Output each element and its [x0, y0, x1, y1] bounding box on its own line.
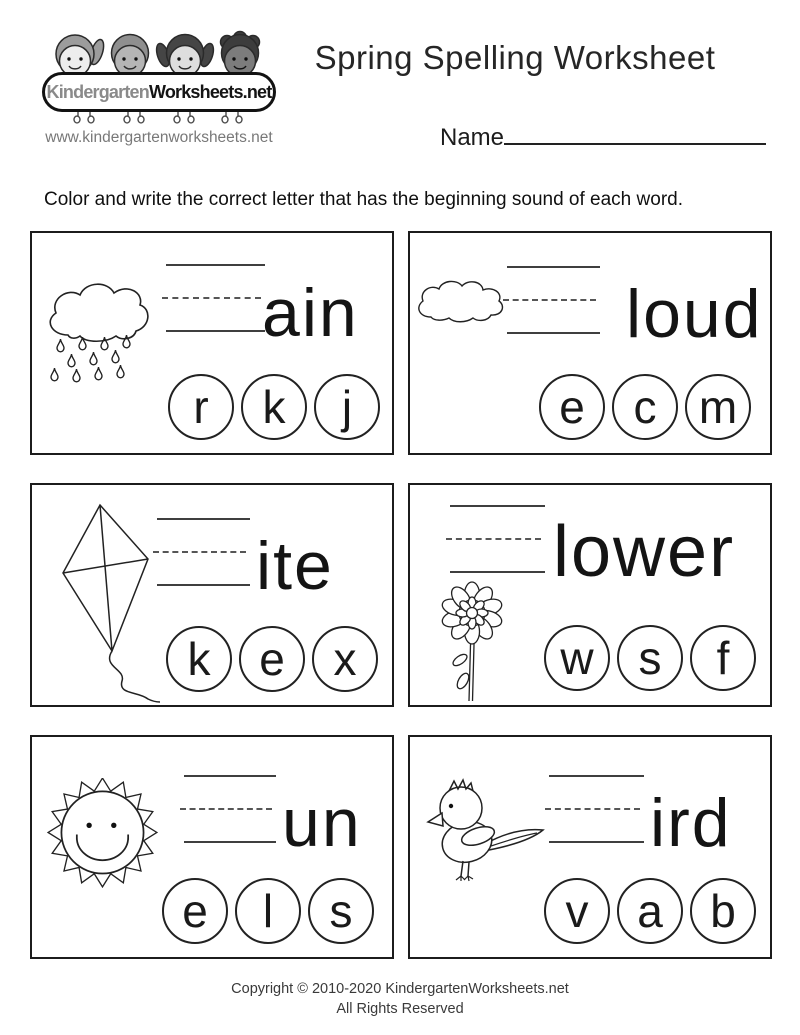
letter-choice[interactable]: k	[166, 626, 232, 692]
page-title: Spring Spelling Worksheet	[314, 39, 716, 76]
word-suffix: lower	[553, 512, 736, 592]
word-suffix: loud	[626, 276, 763, 352]
exercise-box-flower	[408, 483, 772, 707]
logo-text-worksheets: Worksheets.net	[148, 81, 272, 102]
name-label: Name	[440, 124, 505, 151]
letter-choice[interactable]: e	[162, 878, 228, 944]
letter-choice[interactable]: b	[690, 878, 756, 944]
letter-choice[interactable]: j	[314, 374, 380, 440]
word-suffix: un	[282, 785, 362, 861]
kids-legs-illustration	[54, 110, 264, 126]
letter-choices	[166, 626, 378, 692]
letter-choice[interactable]: k	[241, 374, 307, 440]
exercise-box-rain	[30, 231, 394, 455]
logo-url: www.kindergartenworksheets.net	[45, 129, 273, 146]
logo-text-kindergarten: Kindergarten	[46, 81, 149, 102]
letter-choice[interactable]: r	[168, 374, 234, 440]
letter-choice[interactable]: v	[544, 878, 610, 944]
footer	[0, 979, 800, 1020]
letter-choice[interactable]: c	[612, 374, 678, 440]
bird-icon	[411, 778, 551, 886]
name-row	[440, 121, 766, 152]
cloud-icon	[414, 277, 507, 323]
exercise-box-kite	[30, 483, 394, 707]
letter-choice[interactable]: x	[312, 626, 378, 692]
name-blank-line[interactable]	[504, 121, 766, 145]
exercise-box-cloud	[408, 231, 772, 455]
letter-choice[interactable]: e	[539, 374, 605, 440]
flower-icon	[438, 581, 506, 703]
letter-choices	[544, 625, 756, 691]
letter-choice[interactable]: s	[617, 625, 683, 691]
letter-choice[interactable]: m	[685, 374, 751, 440]
letter-choices	[162, 878, 374, 944]
rain-icon	[40, 273, 155, 385]
letter-choice[interactable]: a	[617, 878, 683, 944]
letter-choice[interactable]: f	[690, 625, 756, 691]
letter-choice[interactable]: w	[544, 625, 610, 691]
copyright-text: Copyright © 2010-2020 KindergartenWorksheets.net	[231, 981, 569, 997]
instruction-text: Color and write the correct letter that has the beginning sound of each word.	[44, 189, 683, 210]
logo-banner	[42, 72, 276, 112]
exercise-box-bird	[408, 735, 772, 959]
word-suffix: ird	[650, 785, 732, 861]
letter-choices	[168, 374, 380, 440]
kite-icon	[48, 501, 174, 703]
letter-choice[interactable]: l	[235, 878, 301, 944]
word-suffix: ite	[256, 528, 334, 604]
letter-choice[interactable]: s	[308, 878, 374, 944]
letter-choices	[539, 374, 751, 440]
rights-text: All Rights Reserved	[336, 1001, 464, 1018]
letter-choices	[544, 878, 756, 944]
word-suffix: ain	[262, 275, 359, 351]
exercise-box-sun	[30, 735, 394, 959]
sun-icon	[45, 778, 161, 888]
letter-choice[interactable]: e	[239, 626, 305, 692]
